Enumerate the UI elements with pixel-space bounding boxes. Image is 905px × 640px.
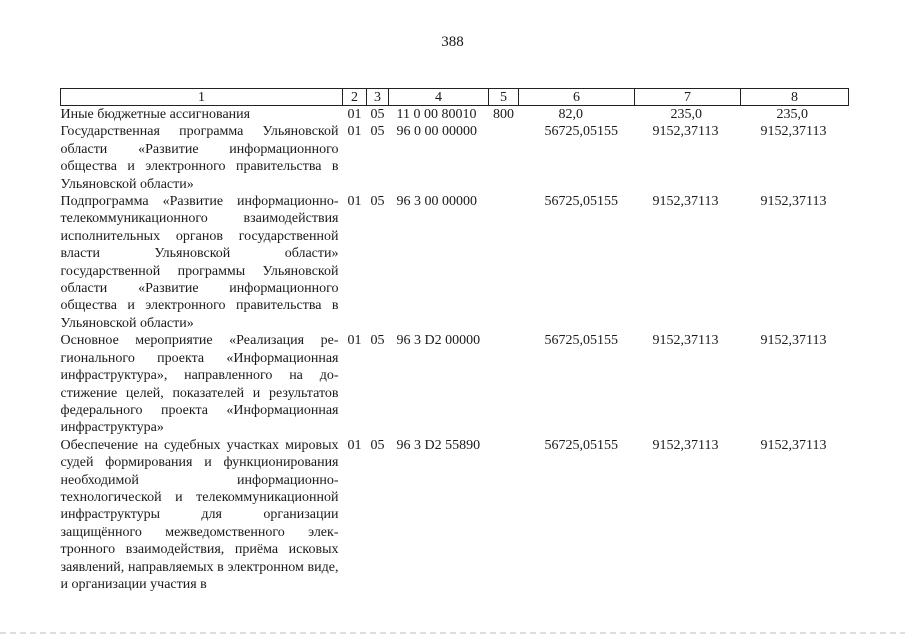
row-subsection-code: 05 xyxy=(370,124,385,140)
table-row xyxy=(61,332,849,436)
row-amount-col6: 56725,05155 xyxy=(544,194,618,210)
row-subsection-code: 05 xyxy=(370,437,385,453)
column-header-2: 2 xyxy=(343,89,367,106)
row-name: Иные бюджетные ассигнования xyxy=(60,107,251,122)
header-row xyxy=(61,89,849,106)
column-header-4: 4 xyxy=(389,89,489,106)
row-amount-col6: 56725,05155 xyxy=(544,333,618,349)
row-amount-col7: 235,0 xyxy=(670,107,702,122)
row-section-code: 01 xyxy=(347,333,362,349)
row-expense-type xyxy=(489,437,519,594)
table-body xyxy=(61,106,849,594)
table-row xyxy=(61,193,849,332)
table-header xyxy=(61,89,849,106)
row-amount-col6: 56725,05155 xyxy=(544,437,618,453)
row-target-article: 96 0 00 00000 xyxy=(396,124,477,140)
column-header-3: 3 xyxy=(367,89,389,106)
row-target-article: 96 3 D2 00000 xyxy=(396,333,481,349)
row-target-article: 96 3 00 00000 xyxy=(396,194,477,210)
row-amount-col7: 9152,37113 xyxy=(652,437,719,453)
row-amount-col8: 9152,37113 xyxy=(760,124,827,140)
row-amount-col7: 9152,37113 xyxy=(652,124,719,140)
row-target-article: 96 3 D2 55890 xyxy=(396,437,481,453)
table-row xyxy=(61,106,849,124)
row-expense-type xyxy=(489,123,519,193)
row-amount-col7: 9152,37113 xyxy=(652,333,719,349)
row-amount-col8: 9152,37113 xyxy=(760,333,827,349)
column-header-6: 6 xyxy=(519,89,635,106)
column-header-7: 7 xyxy=(635,89,741,106)
row-subsection-code: 05 xyxy=(370,333,385,349)
row-section-code: 01 xyxy=(347,194,362,210)
row-expense-type xyxy=(489,193,519,332)
row-amount-col6: 56725,05155 xyxy=(544,124,618,140)
row-section-code: 01 xyxy=(347,124,362,140)
row-name: Государственная программа Ульяновской области «Развитие информационного общества и электронного правительства в Ульяновской области» xyxy=(60,124,339,192)
table-row xyxy=(61,437,849,594)
column-header-1: 1 xyxy=(61,89,343,106)
row-name: Основное мероприятие «Реализация регионального проекта «Информационная инфраструктура», направленного на достижение целей, показателей и результатов федерального проекта «Информационная инфраструктура» xyxy=(60,333,339,436)
row-name: Обеспечение на судебных участках мировых судей формирования и функционирования необходимой информационно-технологической и телекоммуникационной инфраструктуры для организации защищённого межведомственного электронного взаимодействия, приёма исковых заявлений, направляемых в электронном виде, и организации участия в xyxy=(60,437,339,592)
row-amount-col7: 9152,37113 xyxy=(652,194,719,210)
column-header-5: 5 xyxy=(489,89,519,106)
scan-edge-line xyxy=(0,632,905,634)
row-expense-type: 800 xyxy=(493,107,514,122)
row-subsection-code: 05 xyxy=(370,194,385,210)
row-expense-type xyxy=(489,332,519,436)
column-header-8: 8 xyxy=(741,89,849,106)
row-amount-col8: 9152,37113 xyxy=(760,437,827,453)
row-section-code: 01 xyxy=(347,437,362,453)
table-row xyxy=(61,123,849,193)
page-number: 388 xyxy=(441,34,464,50)
row-target-article: 11 0 00 80010 xyxy=(396,107,477,122)
row-amount-col6: 82,0 xyxy=(558,107,583,122)
budget-table xyxy=(60,88,849,593)
row-amount-col8: 235,0 xyxy=(776,107,808,122)
row-section-code: 01 xyxy=(347,107,362,122)
row-amount-col8: 9152,37113 xyxy=(760,194,827,210)
row-name: Подпрограмма «Развитие информационно-телекоммуникационного взаимодействия исполнительных органов государственной власти Ульяновской области» государственной программы Ульяновской области «Развитие информационного общества и электронного правительства в Ульяновской области» xyxy=(60,194,339,331)
row-subsection-code: 05 xyxy=(370,107,385,122)
